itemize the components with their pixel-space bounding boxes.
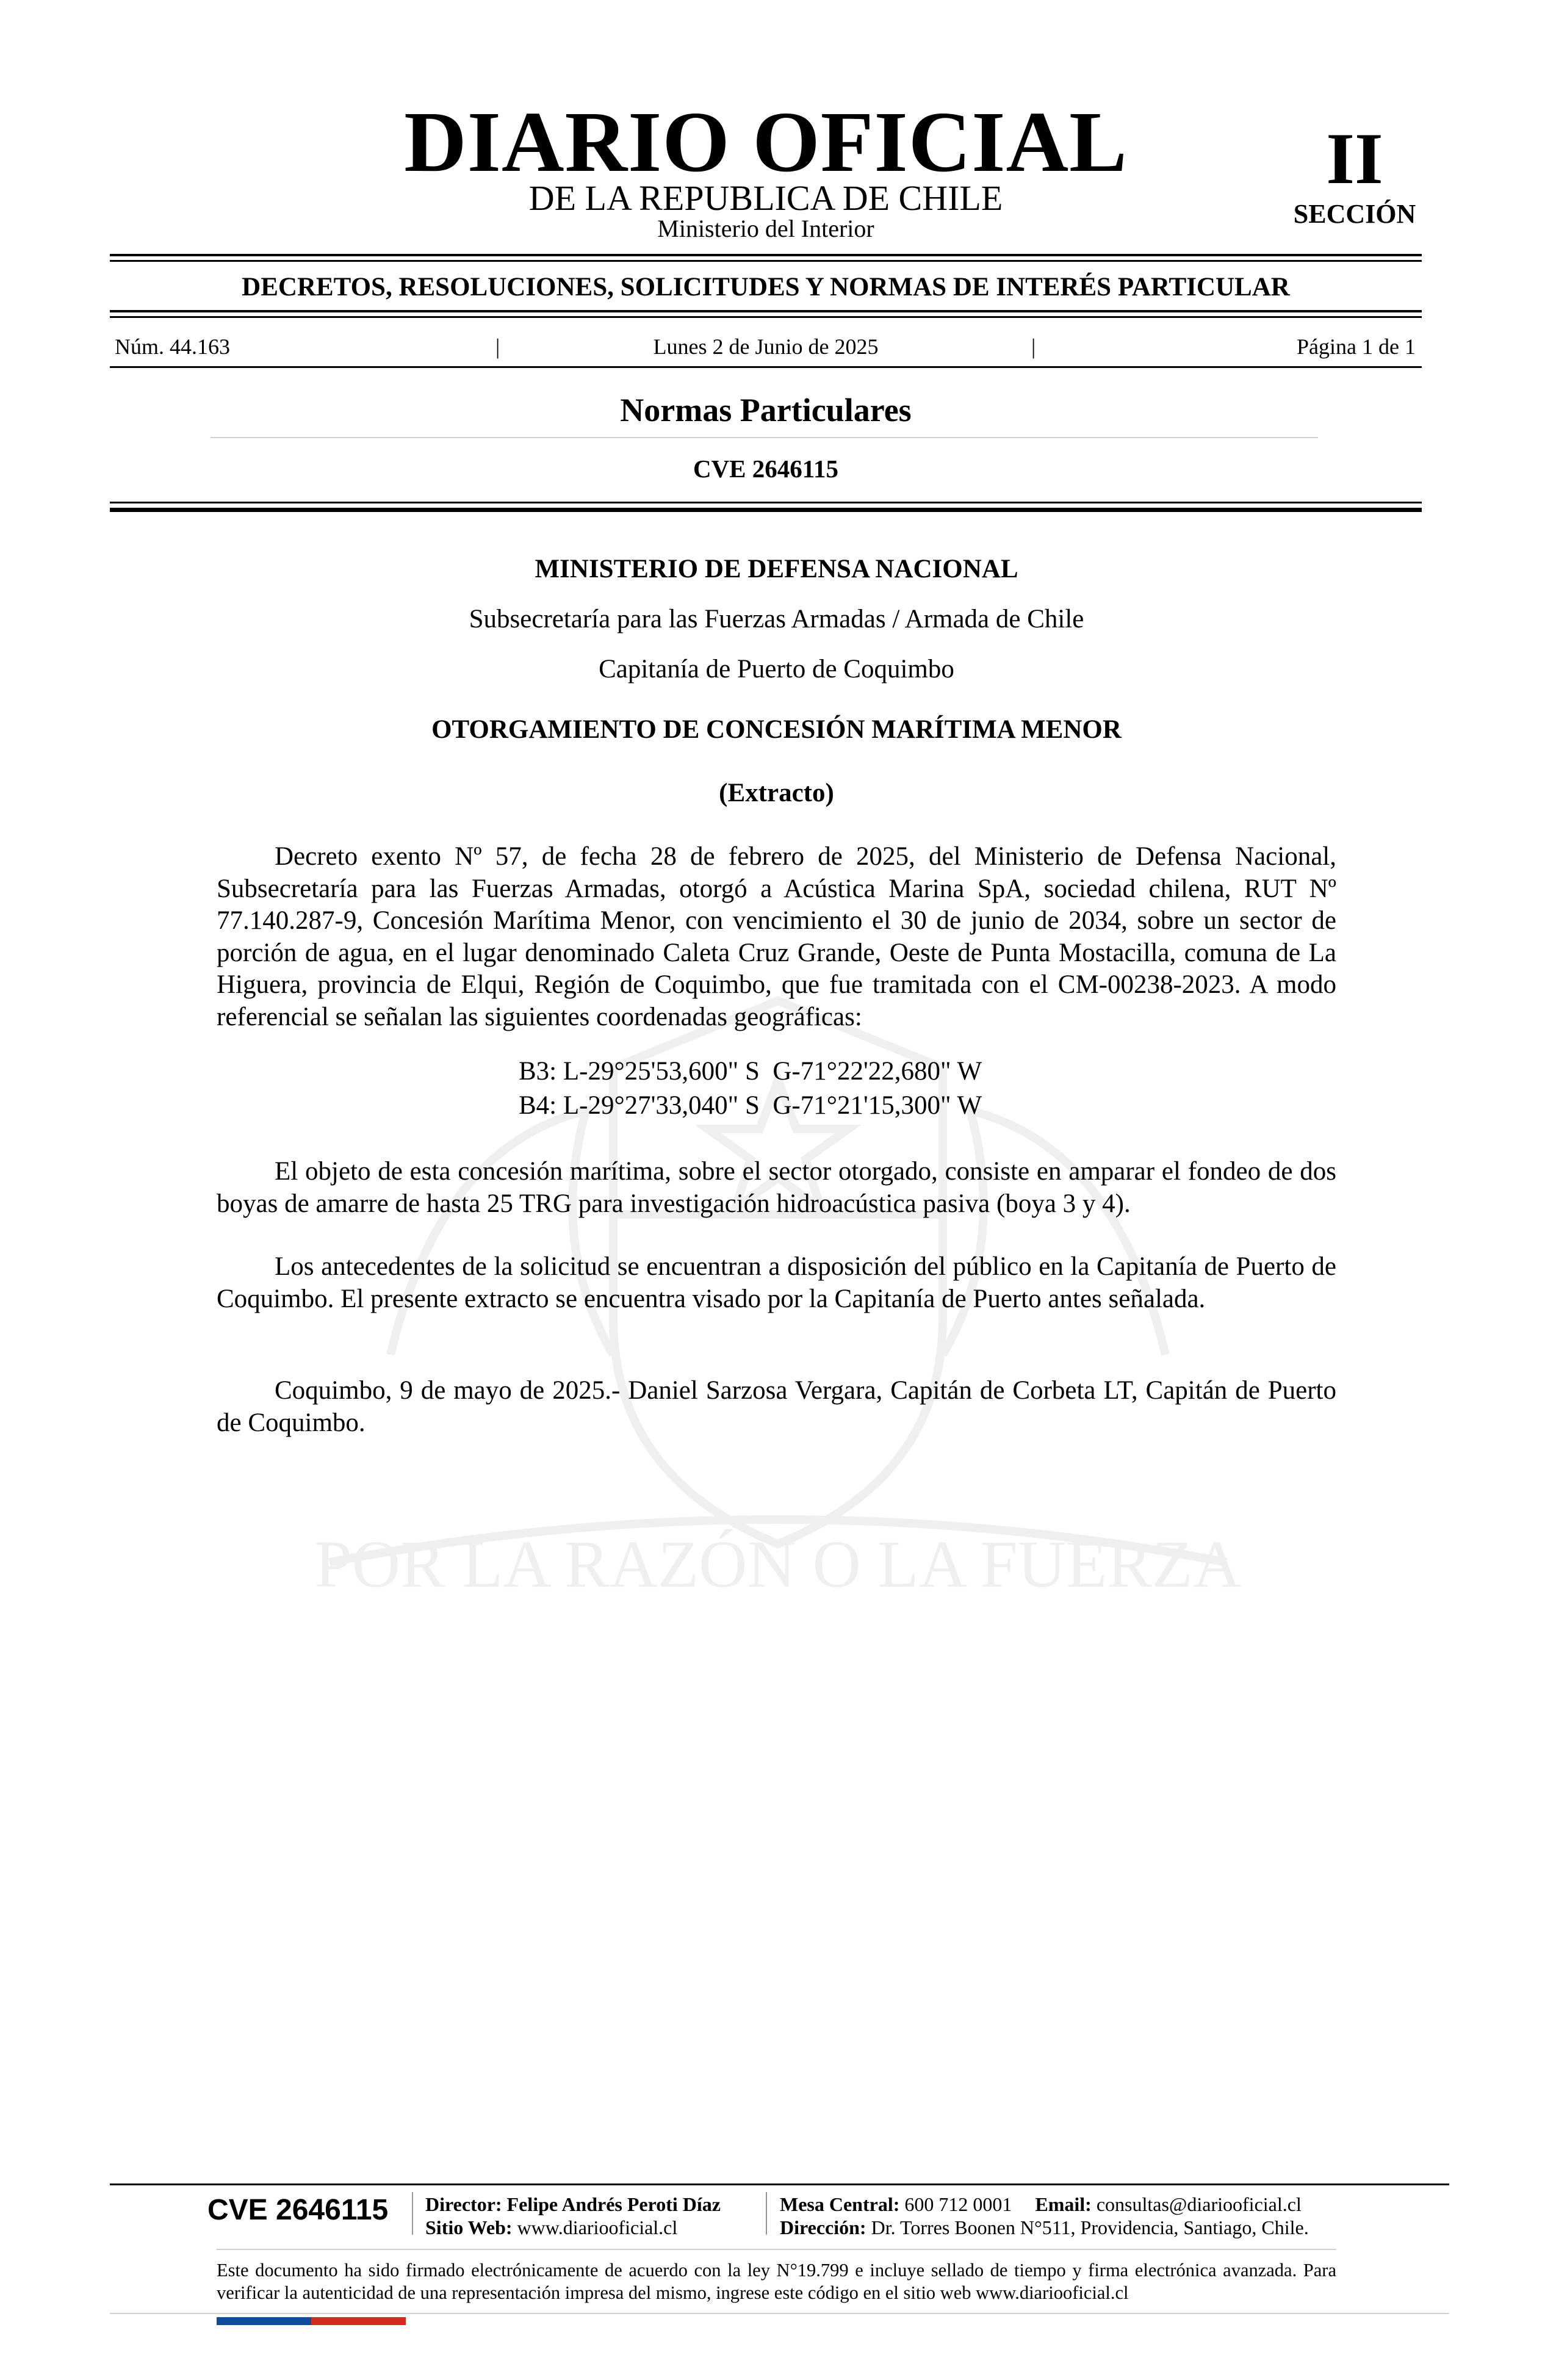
footer-email-link[interactable]: consultas@diariooficial.cl <box>1096 2193 1302 2215</box>
footer-phone: 600 712 0001 <box>904 2193 1012 2215</box>
section-title-underline <box>211 437 1318 438</box>
meta-rule <box>110 366 1422 368</box>
paragraph-antecedentes: Los antecedentes de la solicitud se encuentran a disposición del público en la Capitanía de Puerto de Coquimbo. El presente extracto se encuentra visado por la Capitanía de Puerto antes señalada. <box>217 1252 1336 1313</box>
footer-director-label: Director: <box>425 2193 502 2215</box>
footer-email-label: Email: <box>1035 2193 1092 2215</box>
footer-rule-bottom <box>110 2313 1449 2314</box>
footer-phone-label: Mesa Central: <box>780 2193 900 2215</box>
footer-flag-blue <box>217 2317 311 2325</box>
masthead-rule-top <box>110 254 1422 256</box>
doc-subsecretaria: Subsecretaría para las Fuerzas Armadas / Armada de Chile <box>469 605 1084 633</box>
masthead-subtitle: DE LA REPUBLICA DE CHILE <box>528 178 1003 218</box>
doc-title: OTORGAMIENTO DE CONCESIÓN MARÍTIMA MENOR <box>431 715 1122 744</box>
doc-capitania: Capitanía de Puerto de Coquimbo <box>599 655 954 683</box>
footer-address-label: Dirección: <box>780 2216 866 2238</box>
masthead-ministry: Ministerio del Interior <box>657 215 874 242</box>
footer-address <box>780 2215 1309 2240</box>
banner-rule-bottom-2 <box>110 316 1422 318</box>
footer-separator-1 <box>412 2192 413 2235</box>
paragraph-object: El objeto de esta concesión marítima, sobre el sector otorgado, consiste en amparar el fondeo de dos boyas de amarre de hasta 25 TRG para investigación hidroacústica pasiva (boya 3 y 4). <box>217 1157 1336 1218</box>
paragraph-signature: Coquimbo, 9 de mayo de 2025.- Daniel Sarzosa Vergara, Capitán de Corbeta LT, Capitán de Puerto de Coquimbo. <box>217 1376 1336 1437</box>
paragraph-decree: Decreto exento Nº 57, de fecha 28 de febrero de 2025, del Ministerio de Defensa Nacional, Subsecretaría para las Fuerzas Armadas, otorgó a Acústica Marina SpA, sociedad chilena, RUT Nº 77.140.287-9, Concesión Marítima Menor, con vencimiento el 30 de junio de 2034, sobre un sector de porción de agua, en el lugar denominado Caleta Cruz Grande, Oeste de Punta Mostacilla, comuna de La Higuera, provincia de Elqui, Región de Coquimbo, que fue tramitada con el CM-00238-2023. A modo referencial se señalan las siguientes coordenadas geográficas: <box>217 842 1336 1031</box>
issue-number: Núm. 44.163 <box>115 334 230 359</box>
footer-legal-note: Este documento ha sido firmado electrónicamente de acuerdo con la ley N°19.799 e incluye sellado de tiempo y firma electrónica avanzada. Para verificar la autenticidad de una representación impresa del mismo, ingrese este código en el sitio web www.diariooficial.cl <box>217 2260 1336 2303</box>
footer-rule-top <box>110 2183 1449 2185</box>
footer-director-name: Felipe Andrés Peroti Díaz <box>506 2193 721 2215</box>
publication-banner: DECRETOS, RESOLUCIONES, SOLICITUDES Y NORMAS DE INTERÉS PARTICULAR <box>242 273 1290 301</box>
footer-flag-red <box>311 2317 406 2325</box>
section-number: II <box>1326 118 1383 199</box>
footer-rule-middle <box>217 2249 1336 2250</box>
masthead-title: DIARIO OFICIAL <box>404 93 1128 190</box>
coordinate-b3: B3: L-29°25'53,600" S G-71°22'22,680" W <box>519 1057 982 1086</box>
footer-web-link[interactable]: www.diariooficial.cl <box>517 2216 678 2238</box>
footer-web <box>425 2215 677 2240</box>
doc-ministry: MINISTERIO DE DEFENSA NACIONAL <box>535 555 1018 583</box>
banner-rule-bottom <box>110 310 1422 312</box>
section-title: Normas Particulares <box>620 392 912 428</box>
footer-director <box>425 2192 721 2216</box>
footer-phone-email <box>780 2192 1302 2216</box>
footer-web-label: Sitio Web: <box>425 2216 513 2238</box>
watermark-motto: POR LA RAZÓN O LA FUERZA <box>314 1527 1242 1601</box>
issue-separator-1: | <box>495 334 500 359</box>
footer-separator-2 <box>766 2192 767 2235</box>
coordinate-b4: B4: L-29°27'33,040" S G-71°21'15,300" W <box>519 1091 982 1120</box>
issue-page: Página 1 de 1 <box>1297 334 1416 359</box>
cve-code: CVE 2646115 <box>693 455 839 483</box>
issue-separator-2: | <box>1031 334 1036 359</box>
section-label: SECCIÓN <box>1293 199 1416 229</box>
header-rule-1 <box>110 502 1422 503</box>
header-rule-2 <box>110 508 1422 512</box>
doc-subtitle: (Extracto) <box>719 779 834 807</box>
footer-address-text: Dr. Torres Boonen N°511, Providencia, Santiago, Chile. <box>871 2216 1309 2238</box>
issue-date: Lunes 2 de Junio de 2025 <box>653 334 879 359</box>
footer-cve: CVE 2646115 <box>207 2194 389 2226</box>
masthead-rule-top-2 <box>110 260 1422 262</box>
